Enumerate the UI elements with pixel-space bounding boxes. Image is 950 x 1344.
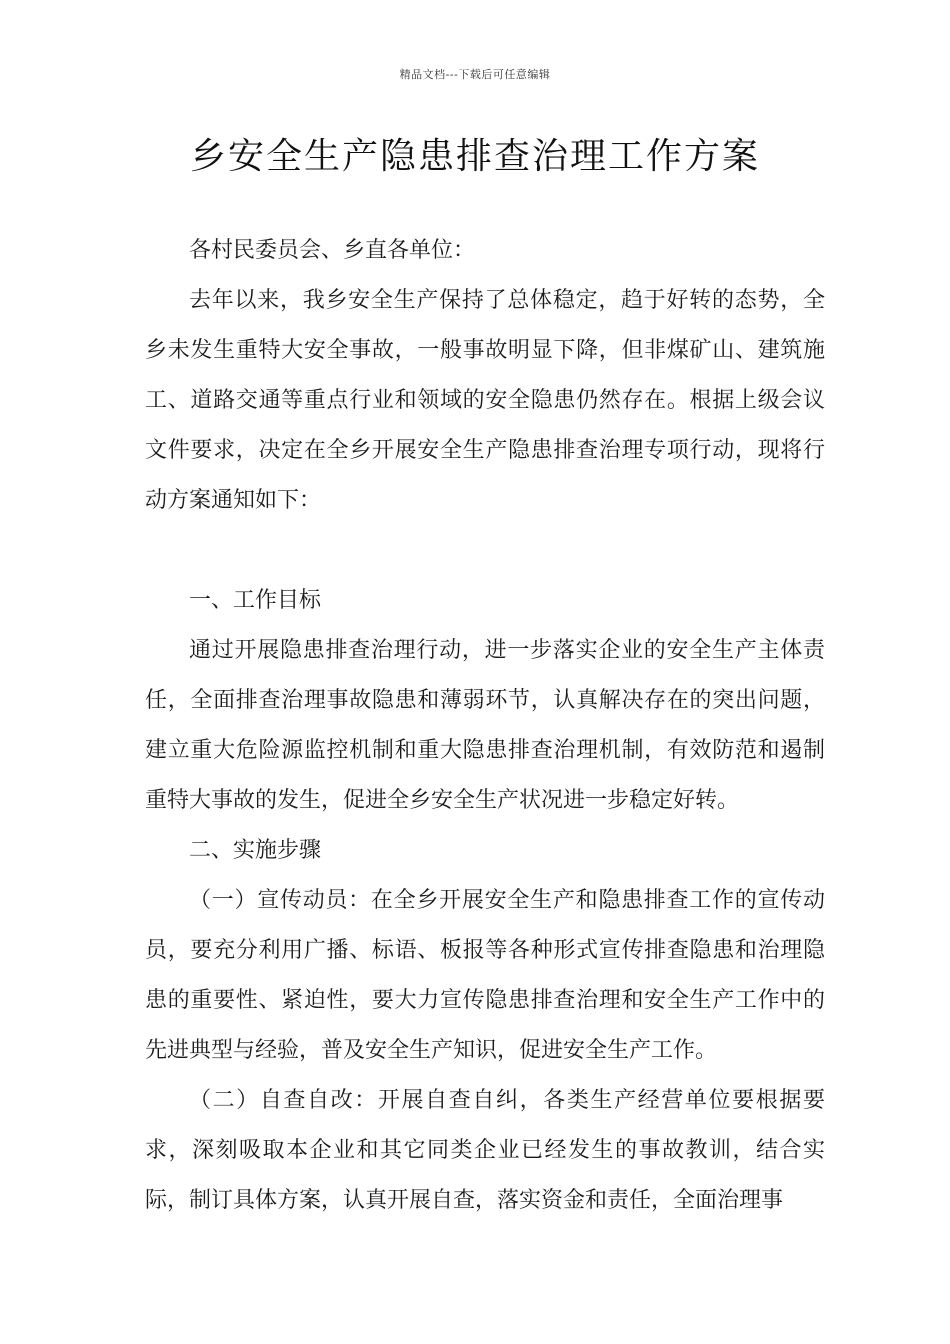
goals-paragraph: 通过开展隐患排查治理行动，进一步落实企业的安全生产主体责任，全面排查治理事故隐患和薄弱环节，认真解决存在的突出问题，建立重大危险源监控机制和重大隐患排查治理机制，有效防范和遏制重特大事故的发生，促进全乡安全生产状况进一步稳定好转。 <box>145 638 825 813</box>
header-note: 精品文档---下载后可任意编辑 <box>399 68 551 81</box>
step-self-check-paragraph: （二）自查自改：开展自查自纠，各类生产经营单位要根据要求，深刻吸取本企业和其它同类企业已经发生的事故教训，结合实际，制订具体方案，认真开展自查，落实资金和责任，全面治理事 <box>145 1088 825 1213</box>
section-heading-goals: 一、工作目标 <box>189 588 322 613</box>
step-publicity-paragraph: （一）宣传动员：在全乡开展安全生产和隐患排查工作的宣传动员，要充分利用广播、标语、板报等各种形式宣传排查隐患和治理隐患的重要性、紧迫性，要大力宣传隐患排查治理和安全生产工作中的先进典型与经验，普及安全生产知识，促进安全生产工作。 <box>145 888 825 1063</box>
paragraph-gap <box>145 526 825 576</box>
section-heading-steps: 二、实施步骤 <box>189 838 322 863</box>
document-title: 乡安全生产隐患排查治理工作方案 <box>189 136 760 177</box>
salutation: 各村民委员会、乡直各单位： <box>189 238 476 263</box>
intro-paragraph: 去年以来，我乡安全生产保持了总体稳定，趋于好转的态势，全乡未发生重特大安全事故，一般事故明显下降，但非煤矿山、建筑施工、道路交通等重点行业和领域的安全隐患仍然存在。根据上级会议文件要求，决定在全乡开展安全生产隐患排查治理专项行动，现将行动方案通知如下： <box>145 288 825 513</box>
document-body <box>145 226 825 1226</box>
